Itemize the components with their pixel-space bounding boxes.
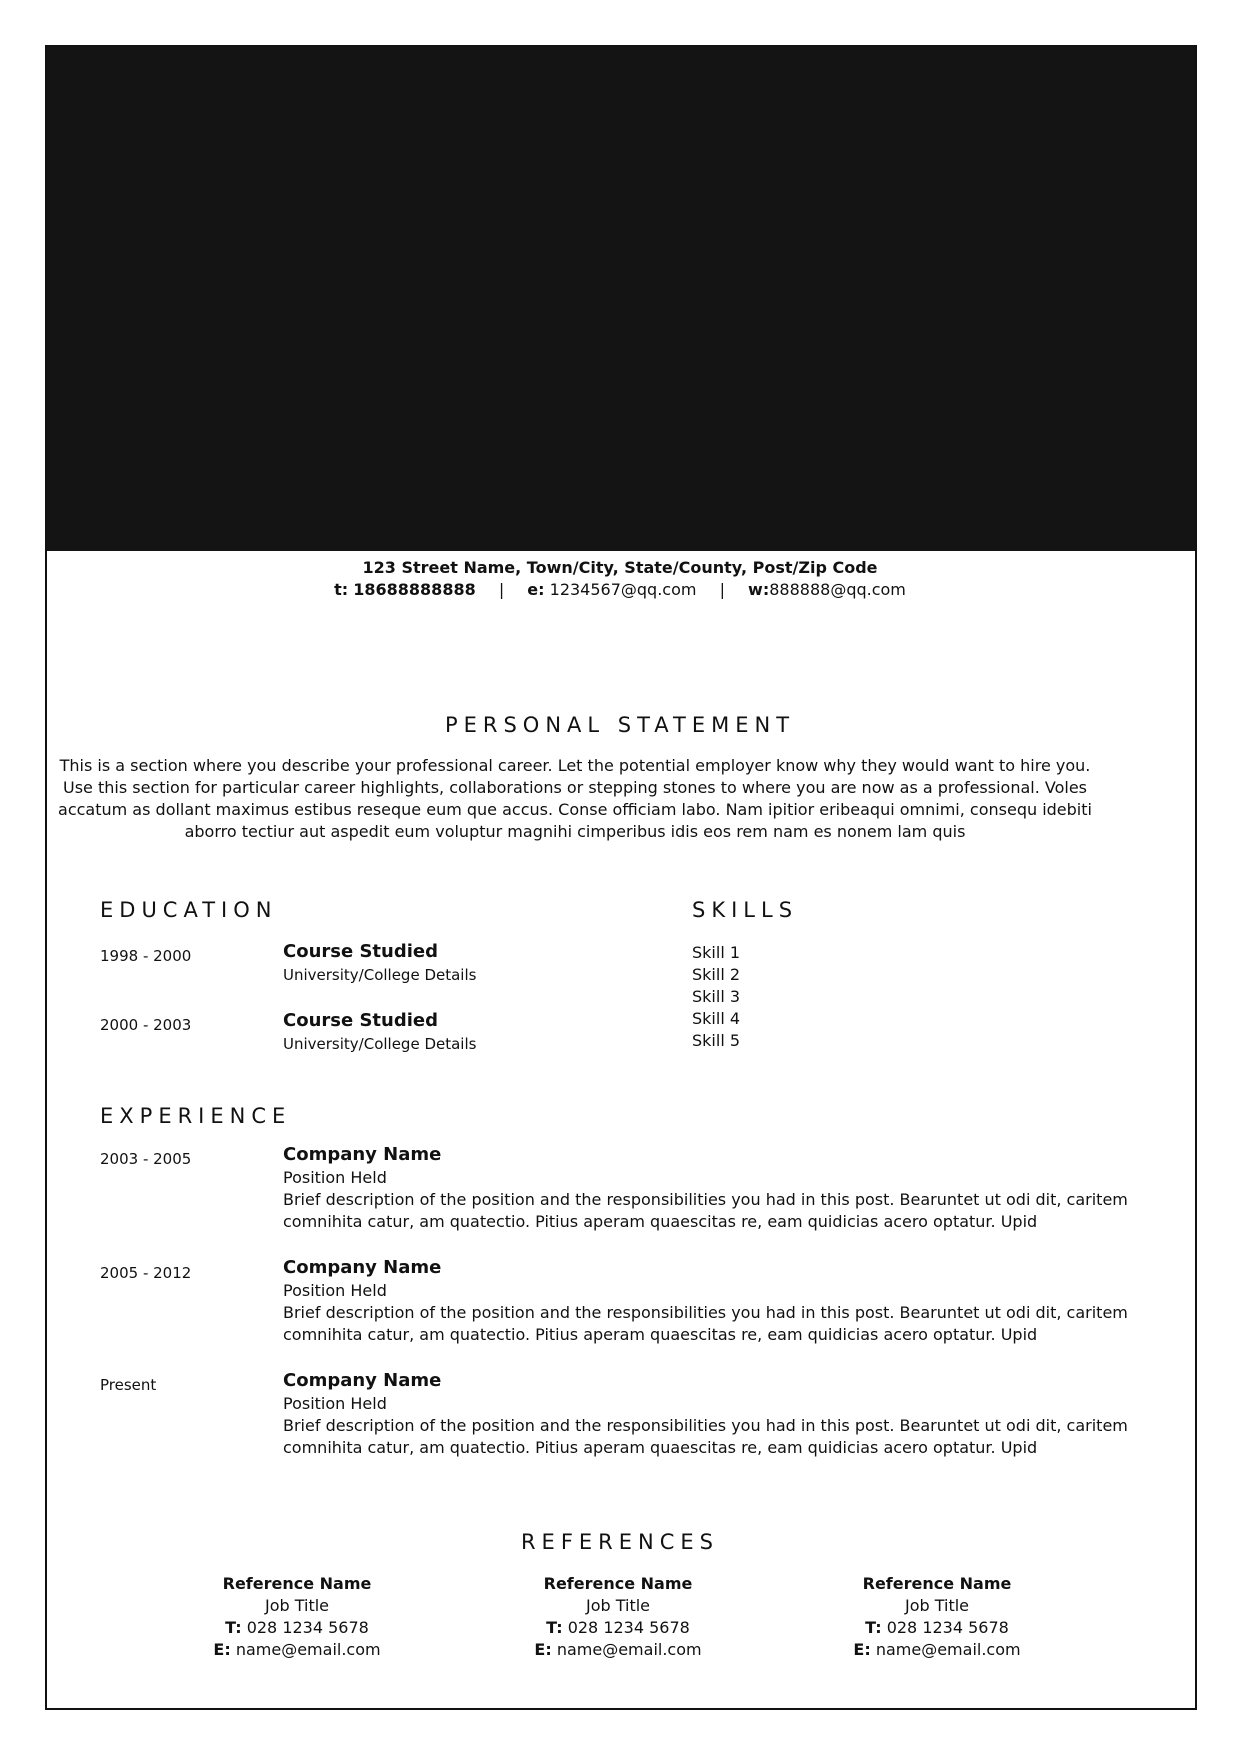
- education-item: [283, 1009, 703, 1053]
- course-detail: University/College Details: [283, 1035, 477, 1053]
- reference-name: Reference Name: [543, 1574, 693, 1593]
- position-held: Position Held: [283, 1281, 387, 1300]
- reference-card: [488, 1573, 748, 1659]
- reference-email-line: [488, 1639, 748, 1661]
- email-label: E:: [213, 1640, 231, 1659]
- phone: 18688888888: [353, 580, 476, 599]
- job-description: Brief description of the position and the responsibilities you had in this post. Bearuntet ut odi dit, caritem comnihita catur, am quatectio. Pitius aperam quaescitas re, eam quidicias acero optatur. Upid: [283, 1416, 1128, 1457]
- reference-email[interactable]: name@email.com: [235, 1640, 381, 1659]
- company-name: Company Name: [283, 1370, 442, 1391]
- experience-dates: 2005 - 2012: [100, 1264, 192, 1282]
- skill-item: Skill 3: [692, 987, 741, 1006]
- job-description: Brief description of the position and the responsibilities you had in this post. Bearuntet ut odi dit, caritem comnihita catur, am quatectio. Pitius aperam quaescitas re, eam quidicias acero optatur. Upid: [283, 1303, 1128, 1344]
- course-detail: University/College Details: [283, 966, 477, 984]
- education-heading: EDUCATION: [100, 898, 278, 922]
- course-title: Course Studied: [283, 1010, 438, 1031]
- email-label: E:: [534, 1640, 552, 1659]
- course-title: Course Studied: [283, 941, 438, 962]
- references-heading: REFERENCES: [520, 1530, 720, 1554]
- company-name: Company Name: [283, 1144, 442, 1165]
- experience-item: [283, 1143, 1133, 1231]
- experience-heading: EXPERIENCE: [100, 1104, 292, 1128]
- experience-item: [283, 1369, 1133, 1457]
- experience-dates: 2003 - 2005: [100, 1150, 192, 1168]
- reference-job-title: Job Title: [585, 1596, 651, 1615]
- education-item: [283, 940, 703, 984]
- resume-page: [45, 45, 1197, 1710]
- position-held: Position Held: [283, 1168, 387, 1187]
- website[interactable]: 888888@qq.com: [769, 580, 906, 599]
- contact-line: [0, 579, 1240, 601]
- job-description: Brief description of the position and the responsibilities you had in this post. Bearuntet ut odi dit, caritem comnihita catur, am quatectio. Pitius aperam quaescitas re, eam quidicias acero optatur. Upid: [283, 1190, 1128, 1231]
- reference-card: [807, 1573, 1067, 1659]
- education-dates: 1998 - 2000: [100, 947, 192, 965]
- phone-label: T:: [225, 1618, 242, 1637]
- reference-email-line: [167, 1639, 427, 1661]
- experience-dates: Present: [100, 1376, 157, 1394]
- skills-heading: SKILLS: [692, 898, 799, 922]
- contact-block: [0, 557, 1240, 599]
- skill-item: Skill 2: [692, 965, 741, 984]
- header-banner: [47, 47, 1195, 551]
- email-label: e:: [527, 580, 545, 599]
- reference-phone-line: [807, 1617, 1067, 1639]
- reference-phone: 028 1234 5678: [246, 1618, 369, 1637]
- address: 123 Street Name, Town/City, State/County, Post/Zip Code: [362, 558, 878, 577]
- reference-job-title: Job Title: [264, 1596, 330, 1615]
- web-label: w:: [748, 580, 770, 599]
- skill-item: Skill 4: [692, 1009, 741, 1028]
- reference-phone-line: [488, 1617, 748, 1639]
- phone-label: T:: [865, 1618, 882, 1637]
- phone-label: T:: [546, 1618, 563, 1637]
- education-dates: 2000 - 2003: [100, 1016, 192, 1034]
- personal-statement-heading: PERSONAL STATEMENT: [444, 713, 796, 737]
- reference-email-line: [807, 1639, 1067, 1661]
- reference-name: Reference Name: [862, 1574, 1012, 1593]
- reference-phone: 028 1234 5678: [567, 1618, 690, 1637]
- skill-item: Skill 1: [692, 943, 741, 962]
- reference-job-title: Job Title: [904, 1596, 970, 1615]
- separator: |: [498, 580, 505, 599]
- reference-name: Reference Name: [222, 1574, 372, 1593]
- email[interactable]: 1234567@qq.com: [549, 580, 697, 599]
- position-held: Position Held: [283, 1394, 387, 1413]
- experience-item: [283, 1256, 1133, 1344]
- reference-email[interactable]: name@email.com: [556, 1640, 702, 1659]
- separator: |: [719, 580, 725, 599]
- company-name: Company Name: [283, 1257, 442, 1278]
- reference-phone-line: [167, 1617, 427, 1639]
- email-label: E:: [853, 1640, 871, 1659]
- reference-card: [167, 1573, 427, 1659]
- reference-email[interactable]: name@email.com: [875, 1640, 1021, 1659]
- skill-item: Skill 5: [692, 1031, 741, 1050]
- personal-statement-text: This is a section where you describe your professional career. Let the potential employer know why they would want to hire you. Use this section for particular career highlights, collaborations or stepping stones to where you are now as a professional. Voles accatum as dollant maximus estibus reseque eum que accus. Conse officiam labo. Nam ipitior eribeaqui omnimi, consequ idebiti aborro tectiur aut aspedit eum voluptur magnihi cimperibus idis eos rem nam es nonem lam quis: [58, 756, 1092, 841]
- reference-phone: 028 1234 5678: [886, 1618, 1009, 1637]
- phone-label: t:: [334, 580, 349, 599]
- skills-list: [692, 942, 992, 1050]
